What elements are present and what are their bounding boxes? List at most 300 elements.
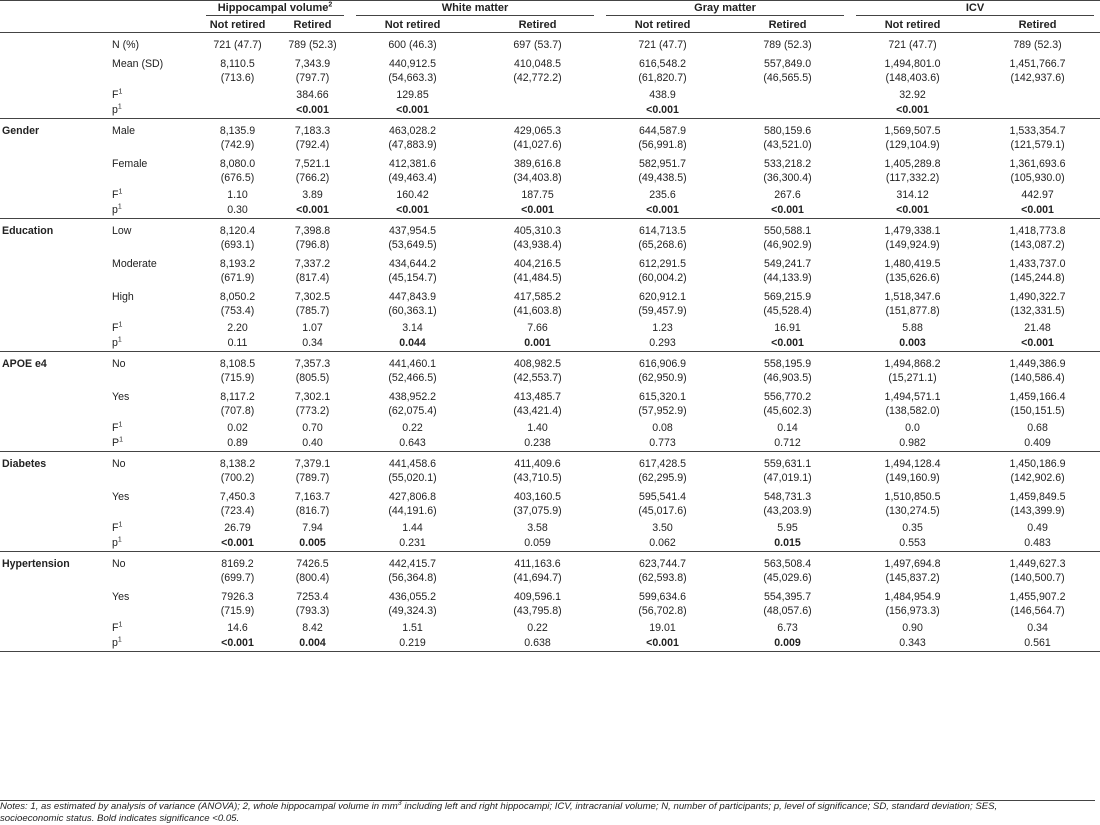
mean-value: 556,770.2 [763,390,812,403]
sd-value: (57,952.9) [638,404,687,417]
group-label [0,288,108,321]
row-label: Female [112,157,148,170]
value-cell [600,588,725,621]
mean-value: 447,843.9 [388,290,437,303]
sd-value: (44,133.9) [763,271,812,284]
row-label: No [112,457,126,470]
group-label [0,388,108,421]
value-cell [975,118,1100,155]
stat-cell: 0.059 [475,536,600,552]
header-hippocampal-volume: Hippocampal volume$^2$ [200,1,350,18]
mean-value: 1,433,737.0 [1009,257,1066,270]
mean-value: 8,110.5 [220,57,255,70]
value-cell [725,551,850,588]
stat-cell: 8.42 [302,621,323,634]
mean-value: 548,731.3 [763,490,812,503]
row-label: Male [112,124,135,137]
value-cell [725,488,850,521]
value-cell [850,451,975,488]
mean-value: 8,138.2 [219,457,256,470]
mean-value: 614,713.5 [638,224,687,237]
stat-cell: 1.44 [402,521,423,534]
value-cell [600,451,725,488]
header-white-matter: White matter [350,1,600,18]
mean-value: 413,485.7 [513,390,562,403]
mean-value: 1,459,849.5 [1009,490,1066,503]
value-cell [275,388,350,421]
sd-value: (785.7) [295,304,330,317]
sd-value: (43,710.5) [513,471,562,484]
row-label: Yes [112,490,130,503]
group-label [0,203,108,219]
mean-value: 434,644.2 [388,257,437,270]
value-cell [275,218,350,255]
mean-value: 7426.5 [296,557,329,570]
stat-cell [200,88,275,103]
row-label [108,636,200,652]
sd-value: (41,027.6) [513,138,562,151]
sd-value: (817.4) [295,271,330,284]
sd-value: (43,521.0) [763,138,812,151]
stat-cell: <0.001 [850,203,975,219]
group-label [0,55,108,88]
value-cell [725,155,850,188]
mean-value: 408,982.5 [513,357,562,370]
mean-value: 1,484,954.9 [884,590,941,603]
sd-value: (41,603.8) [513,304,562,317]
stat-label: F [112,521,119,534]
stat-cell: 3.89 [302,188,323,201]
footnote-marker: 1 [117,635,122,643]
group-label [0,621,108,636]
row-label [108,521,200,536]
stat-cell: 32.92 [899,88,926,101]
value-cell [275,155,350,188]
stat-cell: 0.483 [975,536,1100,552]
stat-cell: 0.68 [1027,421,1048,434]
value-cell [600,288,725,321]
mean-value: 405,310.3 [513,224,562,237]
stat-cell: 0.70 [302,421,323,434]
value-cell [275,118,350,155]
group-label: Diabetes [2,457,47,470]
stat-cell: 0.003 [850,336,975,352]
row-label [108,321,200,336]
mean-value: 1,494,571.1 [884,390,941,403]
footnote-marker: 1 [117,102,122,110]
header-not-retired: Not retired [350,17,475,33]
stat-cell: 0.0 [905,421,920,434]
n-cell: 721 (47.7) [638,39,687,51]
header-not-retired: Not retired [850,17,975,33]
mean-value: 1,451,766.7 [1009,57,1066,70]
value-cell [600,551,725,588]
row-label [108,336,200,352]
sd-value: (796.8) [295,238,330,251]
sd-value: (723.4) [220,504,255,517]
stat-label: F [112,621,119,634]
mean-value: 617,428.5 [638,457,687,470]
stat-cell: 384.66 [296,88,329,101]
mean-value: 7,398.8 [294,224,331,237]
header-gray-matter: Gray matter [600,1,850,18]
stat-cell: 442.97 [1021,188,1054,201]
mean-value: 533,218.2 [763,157,812,170]
sd-value: (715.9) [220,371,255,384]
mean-value: 7,521.1 [294,157,331,170]
value-cell [350,351,475,388]
mean-value: 1,361,693.6 [1009,157,1066,170]
mean-value: 412,381.6 [388,157,437,170]
value-cell [475,288,600,321]
stat-cell: 0.14 [777,421,798,434]
stat-cell: <0.001 [975,336,1100,352]
mean-value: 1,480,419.5 [884,257,941,270]
stat-label: F [112,321,119,334]
sd-value: (47,883.9) [388,138,437,151]
sd-value: (789.7) [295,471,330,484]
mean-value: 7,450.3 [219,490,256,503]
row-level [0,488,1100,521]
row-f [0,88,1100,103]
mean-value: 7,302.5 [294,290,331,303]
mean-value: 569,215.9 [763,290,812,303]
sd-value: (41,484.5) [513,271,562,284]
row-p [0,203,1100,219]
mean-value: 8,135.9 [219,124,256,137]
mean-value: 1,497,694.8 [884,557,941,570]
value-cell [275,351,350,388]
group-label [0,436,108,452]
mean-value: 580,159.6 [763,124,812,137]
mean-value: 1,494,128.4 [884,457,941,470]
mean-value: 411,163.6 [514,557,561,570]
sd-value: (62,075.4) [388,404,437,417]
value-cell [350,588,475,621]
mean-value: 7926.3 [221,590,254,603]
sd-value: (135,626.6) [885,271,940,284]
value-cell [600,488,725,521]
value-cell [350,55,475,88]
row-level [0,288,1100,321]
stat-cell: 0.89 [200,436,275,452]
header-not-retired: Not retired [200,17,275,33]
value-cell [475,388,600,421]
group-label [0,336,108,352]
stat-cell: 187.75 [521,188,554,201]
mean-value: 563,508.4 [763,557,812,570]
mean-value: 409,596.1 [513,590,562,603]
mean-value: 1,450,186.9 [1009,457,1066,470]
group-label [0,588,108,621]
stat-label: p [112,336,118,349]
stat-cell: <0.001 [350,203,475,219]
row-label: Yes [112,590,130,603]
row-label [108,88,200,103]
stat-label: F [112,88,119,101]
sd-value: (693.1) [220,238,255,251]
stat-cell: 0.231 [350,536,475,552]
stat-cell: 7.66 [527,321,548,334]
sd-value: (62,950.9) [638,371,687,384]
stat-cell: <0.001 [200,636,275,652]
sd-value: (15,271.1) [888,371,937,384]
mean-value: 616,548.2 [638,57,687,70]
stat-cell [200,103,275,119]
sd-value: (55,020.1) [388,471,437,484]
footnote-marker: 1 [118,87,123,95]
stat-cell: <0.001 [350,103,475,119]
mean-value: 623,744.7 [638,557,687,570]
row-n [0,33,1100,55]
sd-value: (132,331.5) [1010,304,1065,317]
sd-value: (142,937.6) [1010,71,1065,84]
value-cell [850,55,975,88]
mean-value: 427,806.8 [388,490,437,503]
n-cell: 721 (47.7) [888,39,937,51]
sd-value: (43,795.8) [513,604,562,617]
stat-cell: 0.638 [475,636,600,652]
stat-cell: 0.34 [1027,621,1048,634]
sd-value: (742.9) [220,138,255,151]
value-cell [850,488,975,521]
stat-cell: <0.001 [475,203,600,219]
row-level [0,551,1100,588]
row-label [108,421,200,436]
sd-value: (142,902.6) [1010,471,1065,484]
stat-cell [725,103,850,119]
row-label: Moderate [112,257,157,270]
stat-cell: 314.12 [896,188,929,201]
row-label: High [112,290,134,303]
mean-value: 441,458.6 [388,457,437,470]
mean-value: 1,449,386.9 [1009,357,1066,370]
mean-value: 7,379.1 [294,457,331,470]
mean-value: 1,479,338.1 [884,224,941,237]
sd-value: (45,029.6) [763,571,812,584]
row-label: Mean (SD) [112,57,164,70]
stat-cell: 0.561 [975,636,1100,652]
sd-value: (62,593.8) [638,571,687,584]
footnote-marker: 1 [119,435,123,443]
value-cell [600,118,725,155]
value-cell [475,55,600,88]
stat-cell: <0.001 [725,203,850,219]
header-retired: Retired [275,17,350,33]
stat-cell: 267.6 [774,188,801,201]
row-f [0,621,1100,636]
group-label: Education [2,224,54,237]
value-cell [725,118,850,155]
stat-cell: 0.238 [475,436,600,452]
mean-value: 410,048.5 [513,57,562,70]
stat-cell: 0.30 [200,203,275,219]
mean-value: 1,494,801.0 [884,57,941,70]
stat-cell: 6.73 [777,621,798,634]
stat-label: F [112,188,119,201]
header-row-status [0,17,1100,33]
stat-cell: 235.6 [649,188,676,201]
header-retired: Retired [975,17,1100,33]
sd-value: (792.4) [295,138,330,151]
value-cell [975,218,1100,255]
sd-value: (713.6) [220,71,255,84]
value-cell [350,488,475,521]
n-cell: 721 (47.7) [213,39,262,51]
sd-value: (49,463.4) [388,171,437,184]
sd-value: (43,421.4) [513,404,562,417]
row-f [0,421,1100,436]
sd-value: (48,057.6) [763,604,812,617]
sd-value: (41,694.7) [513,571,562,584]
sd-value: (49,438.5) [638,171,687,184]
row-label [108,103,200,119]
sd-value: (34,403.8) [513,171,562,184]
sd-value: (37,075.9) [513,504,562,517]
mean-value: 7,163.7 [294,490,331,503]
sd-value: (773.2) [295,404,330,417]
mean-value: 615,320.1 [638,390,687,403]
value-cell [475,451,600,488]
stat-cell: 0.02 [227,421,248,434]
row-label: Low [112,224,132,237]
stat-cell: <0.001 [975,203,1100,219]
mean-value: 404,216.5 [513,257,562,270]
footnote-marker: 1 [117,202,122,210]
stat-cell: 0.49 [1027,521,1048,534]
row-p [0,436,1100,452]
sd-value: (46,903.5) [763,371,812,384]
sd-value: (715.9) [220,604,255,617]
sd-value: (117,332.2) [885,171,940,184]
value-cell [600,255,725,288]
stat-cell: 0.553 [850,536,975,552]
mean-value: 1,459,166.4 [1009,390,1066,403]
value-cell [475,218,600,255]
mean-value: 1,455,907.2 [1009,590,1066,603]
row-label [108,621,200,636]
sd-value: (61,820.7) [638,71,687,84]
row-level [0,588,1100,621]
stat-cell: 0.643 [350,436,475,452]
sd-value: (766.2) [295,171,330,184]
mean-value: 1,449,627.3 [1009,557,1066,570]
mean-value: 438,952.2 [388,390,437,403]
value-cell [975,451,1100,488]
value-cell [200,551,275,588]
sd-value: (146,564.7) [1010,604,1065,617]
stat-cell: 3.50 [652,521,673,534]
value-cell [725,451,850,488]
mean-value: 612,291.5 [638,257,687,270]
value-cell [275,255,350,288]
sd-value: (52,466.5) [388,371,437,384]
row-p [0,336,1100,352]
sd-value: (56,702.8) [638,604,687,617]
sd-value: (800.4) [295,571,330,584]
value-cell [475,118,600,155]
value-cell [850,218,975,255]
header-row-groups [0,1,1100,18]
value-cell [975,488,1100,521]
stat-label: p [112,103,118,116]
stat-cell: <0.001 [600,103,725,119]
value-cell [850,351,975,388]
sd-value: (46,565.5) [763,71,812,84]
n-cell: 697 (53.7) [513,39,562,51]
stat-cell: <0.001 [200,536,275,552]
sd-value: (797.7) [295,71,330,84]
value-cell [725,588,850,621]
stat-cell: 0.22 [527,621,548,634]
sd-value: (49,324.3) [388,604,437,617]
row-label [108,536,200,552]
group-label [0,188,108,203]
value-cell [725,388,850,421]
value-cell [275,288,350,321]
sd-value: (36,300.4) [763,171,812,184]
n-cell: 600 (46.3) [388,39,437,51]
mean-value: 7,302.1 [294,390,331,403]
mean-value: 559,631.1 [763,457,812,470]
mean-value: 436,055.2 [388,590,437,603]
stat-cell [725,88,850,103]
stat-cell [475,88,600,103]
row-label: N (%) [112,39,140,51]
stat-cell: 0.40 [275,436,350,452]
value-cell [725,218,850,255]
sd-value: (45,528.4) [763,304,812,317]
header-icv: ICV [850,1,1100,18]
mean-value: 1,510,850.5 [884,490,941,503]
stat-cell: 0.062 [600,536,725,552]
sd-value: (151,877.8) [885,304,940,317]
value-cell [975,351,1100,388]
group-label: Gender [2,124,40,137]
stat-cell: <0.001 [850,103,975,119]
stat-label: p [112,536,118,549]
mean-value: 8,108.5 [219,357,256,370]
value-cell [475,551,600,588]
value-cell [975,155,1100,188]
stat-cell: 0.409 [975,436,1100,452]
stat-cell: 0.22 [402,421,423,434]
stat-cell: 1.07 [302,321,323,334]
stat-cell: <0.001 [600,636,725,652]
sd-value: (59,457.9) [638,304,687,317]
sd-value: (56,991.8) [638,138,687,151]
stat-cell: 1.51 [402,621,423,634]
stat-cell: 1.23 [652,321,673,334]
mean-value: 429,065.3 [513,124,562,137]
row-level [0,118,1100,155]
stat-cell: 0.08 [652,421,673,434]
row-p [0,103,1100,119]
sd-value: (816.7) [295,504,330,517]
value-cell [350,451,475,488]
value-cell [600,388,725,421]
mean-value: 8,050.2 [219,290,256,303]
stat-cell: 3.58 [527,521,548,534]
mean-value: 7,343.9 [294,57,331,70]
value-cell [350,218,475,255]
mean-value: 616,906.9 [638,357,687,370]
row-mean-sd [0,55,1100,88]
stat-cell: 0.712 [725,436,850,452]
sd-value: (140,500.7) [1010,571,1065,584]
stat-cell [975,88,1100,103]
stat-label: p [112,636,118,649]
